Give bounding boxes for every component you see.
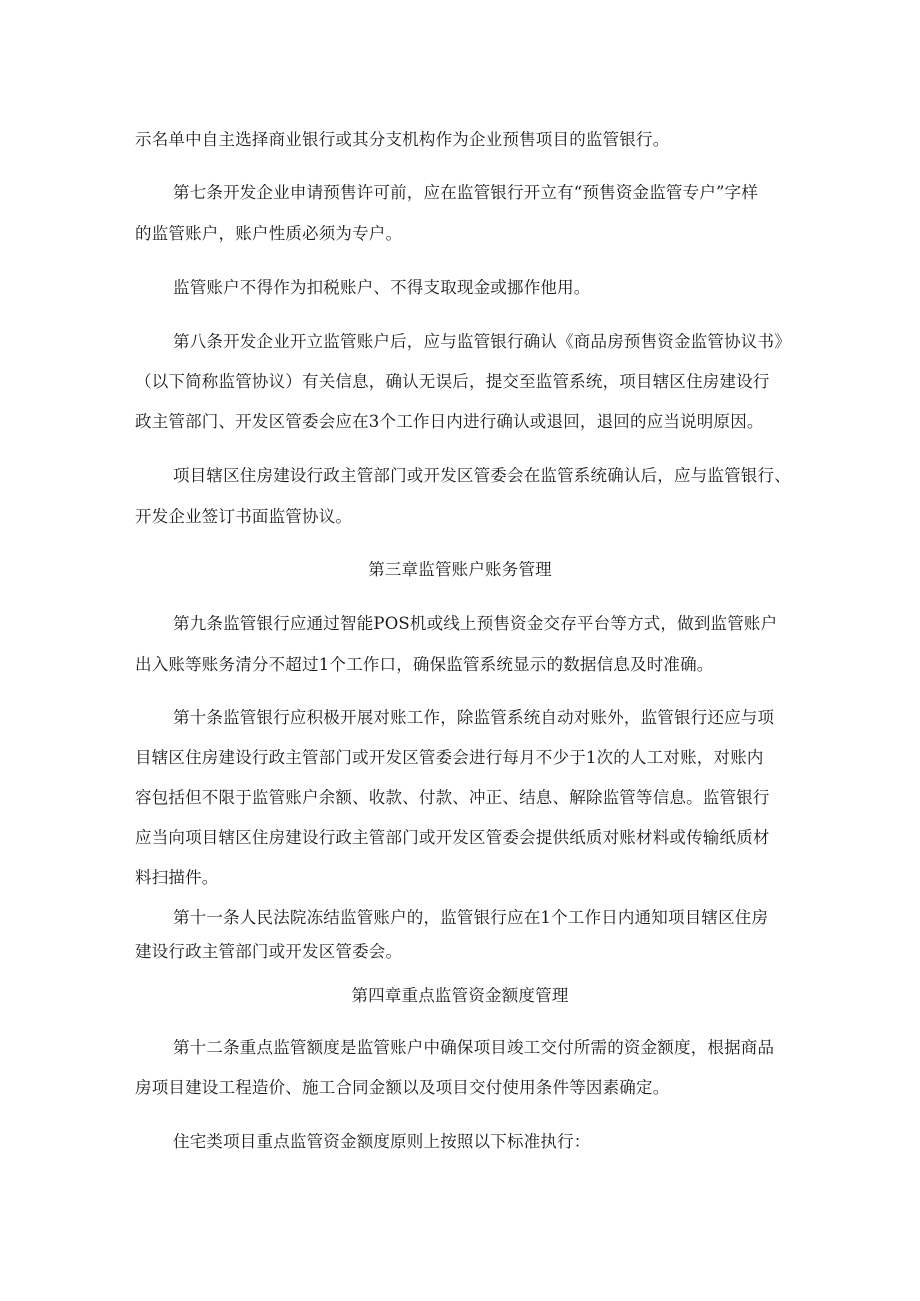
paragraph-line: 第十一条人民法院冻结监管账户的，监管银行应在1个工作日内通知项目辖区住房	[173, 908, 769, 927]
paragraph-line: 政主管部门、开发区管委会应在3个工作日内进行确认或退回，退回的应当说明原因。	[135, 412, 764, 431]
paragraph-line: 示名单中自主选择商业银行或其分支机构作为企业预售项目的监管银行。	[135, 130, 670, 149]
paragraph-line: 住宅类项目重点监管资金额度原则上按照以下标准执行：	[173, 1132, 591, 1151]
paragraph-line: 出入账等账务清分不超过1个工作口，确保监管系统显示的数据信息及时准确。	[135, 655, 714, 674]
paragraph-line: 的监管账户，账户性质必须为专户。	[135, 224, 403, 243]
paragraph-line: 开发企业签订书面监管协议。	[135, 507, 353, 526]
paragraph-line: 房项目建设工程造价、施工合同金额以及项目交付使用条件等因素确定。	[135, 1078, 670, 1097]
paragraph-line: 项目辖区住房建设行政主管部门或开发区管委会在监管系统确认后，应与监管银行、	[173, 466, 791, 485]
paragraph-line: 容包括但不限于监管账户余额、收款、付款、冲正、结息、解除监管等信息。监管银行	[135, 788, 770, 807]
chapter-heading: 第三章监管账户账务管理	[368, 560, 552, 579]
paragraph-line: 料扫描件。	[135, 868, 219, 887]
paragraph-line: 建设行政主管部门或开发区管委会。	[135, 942, 403, 961]
chapter-heading: 第四章重点监管资金额度管理	[351, 986, 569, 1005]
paragraph-line: 第九条监管银行应通过智能POS机或线上预售资金交存平台等方式，做到监管账户	[173, 614, 778, 633]
paragraph-line: 监管账户不得作为扣税账户、不得支取现金或挪作他用。	[173, 278, 591, 297]
paragraph-line: （以下简称监管协议）有关信息，确认无误后，提交至监管系统，项目辖区住房建设行	[135, 372, 770, 391]
paragraph-line: 目辖区住房建设行政主管部门或开发区管委会进行每月不少于1次的人工对账，对账内	[135, 748, 764, 767]
paragraph-line: 第八条开发企业开立监管账户后，应与监管银行确认《商品房预售资金监管协议书》	[173, 332, 791, 351]
paragraph-line: 第七条开发企业申请预售许可前，应在监管银行开立有“预售资金监管专户”字样	[173, 183, 759, 202]
paragraph-line: 第十二条重点监管额度是监管账户中确保项目竣工交付所需的资金额度，根据商品	[173, 1038, 775, 1057]
paragraph-line: 第十条监管银行应积极开展对账工作，除监管系统自动对账外，监管银行还应与项	[173, 708, 775, 727]
paragraph-line: 应当向项目辖区住房建设行政主管部门或开发区管委会提供纸质对账材料或传输纸质材	[135, 828, 770, 847]
